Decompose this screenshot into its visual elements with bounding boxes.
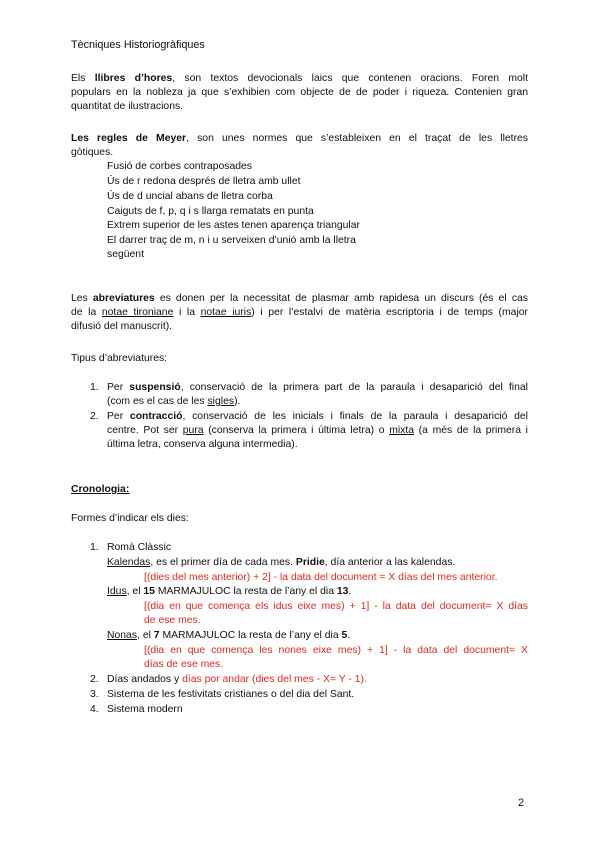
nonas-formula-1: [(dia en que comença les nones eixe mes) + 1] - la data del document= X bbox=[144, 645, 528, 656]
contraction-line-1: Per contracció, conservació de les inicials i finals de la paraula i desaparició del bbox=[107, 411, 528, 422]
meyer-rule: Ús de r redona després de lletra amb ullet bbox=[107, 176, 301, 187]
meyer-line-2: gòtiques. bbox=[71, 147, 114, 158]
meyer-rule: següent bbox=[107, 249, 144, 260]
suspension-line-1: Per suspensió, conservació de la primera part de la paraula i desaparició del final bbox=[107, 382, 528, 393]
page-header: Tècniques Historiogràfiques bbox=[71, 39, 205, 51]
kalendas-formula: [(dies del mes anterior) + 2] - la data del document = X días del mes anterior. bbox=[144, 572, 498, 583]
dias-andados-line: Días andados y días por andar (dies del mes - X= Y - 1). bbox=[107, 674, 367, 685]
contraction-line-2: centre. Pot ser pura (conserva la primera i última letra) o mixta (a més de la primera i bbox=[107, 425, 528, 436]
list-number: 2. bbox=[90, 411, 99, 422]
contraction-line-3: última letra, conserva alguna intermedia). bbox=[107, 439, 298, 450]
abbrev-line-2: de la notae tironiane i la notae iuris) i per l’estalvi de matèria escriptoria i de temps (major bbox=[71, 307, 529, 318]
meyer-rule: El darrer traç de m, n i u serveixen d’unió amb la lletra bbox=[107, 235, 356, 246]
list-number: 4. bbox=[90, 704, 99, 715]
list-number: 3. bbox=[90, 689, 99, 700]
idus-line: Idus, el 15 MARMAJULOC la resta de l’any el dia 13. bbox=[107, 586, 352, 597]
hours-line-3: quantitat de ilustracions. bbox=[71, 101, 184, 112]
idus-formula-1: [(dia en que comença els idus eixe mes) + 1] - la data del document= X días bbox=[144, 601, 528, 612]
hours-line-2: populars en la nobleza ja que s’exhibien com objecte de de poder i riqueza. Contenien gran bbox=[71, 87, 528, 98]
chronology-intro: Formes d’indicar els dies: bbox=[71, 513, 189, 524]
list-number: 1. bbox=[90, 382, 99, 393]
meyer-rule: Extrem superior de les astes tenen aparença triangular bbox=[107, 220, 360, 231]
nonas-formula-2: días de ese mes. bbox=[144, 659, 224, 670]
meyer-line-1: Les regles de Meyer, son unes normes que s’estableixen en el traçat de les lletres bbox=[71, 133, 529, 144]
modern-system-line: Sistema modern bbox=[107, 704, 183, 715]
idus-formula-2: de ese mes. bbox=[144, 615, 201, 626]
meyer-rule: Ús de d uncial abans de lletra corba bbox=[107, 191, 273, 202]
list-number: 2. bbox=[90, 674, 99, 685]
abbrev-line-3: difusió del manuscrit). bbox=[71, 321, 173, 332]
suspension-line-2: (com es el cas de les sigles). bbox=[107, 396, 241, 407]
festivity-system-line: Sistema de les festivitats cristianes o del dia del Sant. bbox=[107, 689, 355, 700]
meyer-rule: Caiguts de f, p, q i s llarga rematats en punta bbox=[107, 206, 314, 217]
list-number: 1. bbox=[90, 542, 99, 553]
nonas-line: Nonas, el 7 MARMAJULOC la resta de l’any el dia 5. bbox=[107, 630, 351, 641]
abbrev-types-heading: Tipus d’abreviatures: bbox=[71, 353, 168, 364]
kalendas-line: Kalendas, es el primer día de cada mes. Pridie, día anterior a las kalendas. bbox=[107, 557, 456, 568]
hours-line-1: Els llibres d’hores, son textos devocionals laics que contenen oracions. Foren molt bbox=[71, 73, 529, 84]
chronology-heading: Cronologia: bbox=[71, 484, 130, 495]
page-number: 2 bbox=[518, 797, 525, 809]
abbrev-line-1: Les abreviatures es donen per la necessitat de plasmar amb rapidesa un discurs (és el cas bbox=[71, 293, 529, 304]
meyer-rule: Fusió de corbes contraposades bbox=[107, 161, 252, 172]
roman-heading: Romà Clàssic bbox=[107, 542, 172, 553]
